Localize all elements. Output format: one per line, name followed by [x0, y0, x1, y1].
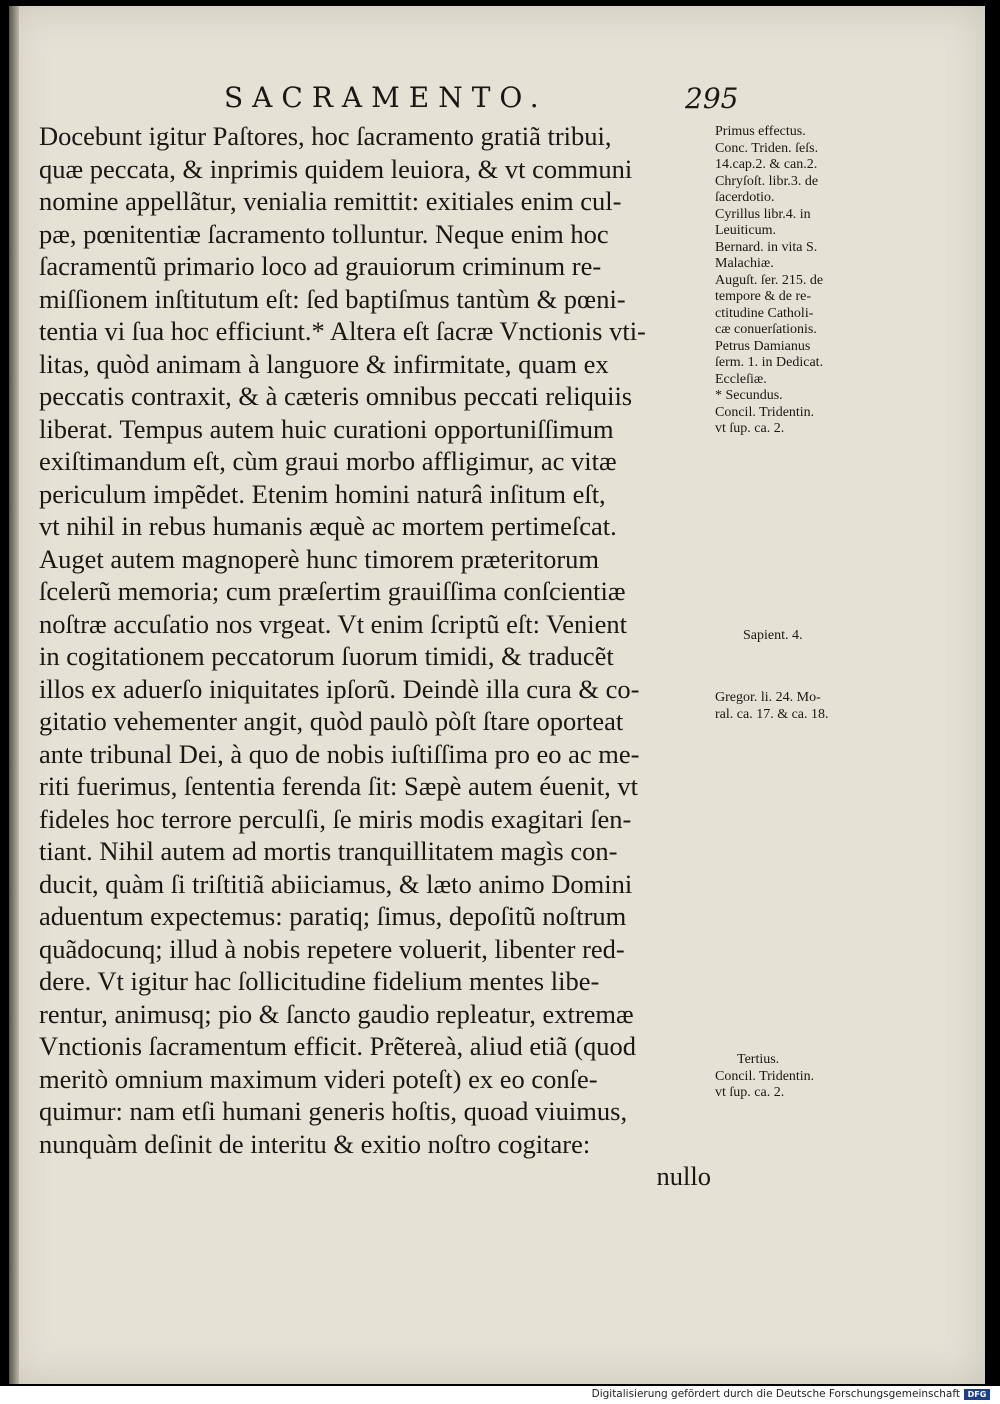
margin-note-line: Chryſoſt. libr.3. de [715, 173, 819, 189]
margin-note-line: Gregor. li. 24. Mo- [715, 690, 821, 705]
funding-credit: Digitalisierung gefördert durch die Deutsche Forschungsgemeinschaft [591, 1388, 960, 1400]
text-line: noſtræ accuſatio nos vrgeat. Vt enim ſcriptũ eſt: Venient [39, 608, 628, 639]
margin-note-sapient [743, 628, 915, 645]
text-line: quimur: nam etſi humani generis hoſtis, quoad viuimus, [39, 1096, 628, 1126]
margin-note-line: Eccleſiæ. [715, 371, 767, 387]
margin-note-line: cæ conuerſationis. [715, 322, 817, 337]
margin-note-gregor [715, 690, 887, 723]
text-line: dere. Vt igitur hac ſollicitudine fidelium mentes libe- [39, 966, 600, 996]
text-line: pæ, pœnitentiæ ſacramento tolluntur. Neque enim hoc [39, 218, 609, 249]
text-line: tentia vi ſua hoc efficiunt.* Altera eſt ſacræ Vnctionis vti- [39, 316, 646, 346]
margin-note-line: Concil. Tridentin. [715, 404, 815, 420]
text-line: miſſionem inſtitutum eſt: ſed baptiſmus tantùm & pœni- [39, 283, 626, 314]
text-line: quãdocunq; illud à nobis repetere voluerit, libenter red- [39, 933, 625, 964]
footer-bar [0, 1386, 1000, 1404]
book-page [9, 6, 985, 1384]
margin-note-line: Auguſt. ſer. 215. de [715, 272, 824, 288]
margin-note-line: Bernard. in vita S. [715, 239, 818, 255]
text-line: Vnctionis ſacramentum efficit. Prẽtereà, aliud etiã (quod [39, 1031, 637, 1061]
text-line: aduentum expectemus: paratiq; ſimus, depoſitũ noſtrum [39, 901, 627, 931]
text-line: liberat. Tempus autem huic curationi opportuniſſimum [39, 413, 614, 444]
text-line: ſcelerũ memoria; cum præſertim grauiſſima conſcientiæ [39, 576, 626, 606]
margin-note-line: 14.cap.2. & can.2. [715, 157, 818, 172]
running-head: SACRAMENTO. [224, 81, 548, 114]
text-line: nunquàm deſinit de interitu & exitio noſtro cogitare: [39, 1128, 591, 1159]
text-line: in cogitationem peccatorum ſuorum timidi, & traducẽt [39, 641, 614, 671]
text-line: nomine appellãtur, venialia remittit: exitiales enim cul- [39, 186, 622, 216]
page-number: 295 [685, 82, 739, 115]
text-line: riti fuerimus, ſententia ferenda ſit: Sæpè autem éuenit, vt [39, 771, 639, 801]
margin-note-line: Tertius. [737, 1052, 780, 1067]
text-line: ducit, quàm ſi triſtitiã abiiciamus, & læto animo Domini [39, 868, 633, 899]
margin-note-line: Primus effectus. [715, 124, 806, 139]
text-line: illos ex aduerſo iniquitates ipſorũ. Deindè illa cura & co- [39, 673, 640, 704]
text-line: meritò omnium maximum videri poteſt) ex eo conſe- [39, 1063, 598, 1094]
margin-note-line: Malachiæ. [715, 256, 774, 271]
text-line: exiſtimandum eſt, cùm graui morbo affligimur, ac vitæ [39, 446, 617, 476]
margin-note-line: vt ſup. ca. 2. [715, 421, 785, 436]
text-line: Auget autem magnoperè hunc timorem præteritorum [39, 543, 600, 574]
margin-note-tertius [715, 1052, 887, 1102]
text-line: quæ peccata, & inprimis quidem leuiora, & vt communi [39, 153, 633, 184]
text-line: vt nihil in rebus humanis æquè ac mortem pertimeſcat. [39, 511, 617, 541]
catchword: nullo [656, 1161, 711, 1191]
margin-note-line: ſacerdotio. [715, 190, 775, 205]
margin-note-line: Concil. Tridentin. [715, 1068, 815, 1084]
text-line: peccatis contraxit, & à cæteris omnibus peccati reliquiis [39, 381, 633, 411]
text-line: ante tribunal Dei, à quo de nobis iuſtiſſima pro eo ac me- [39, 738, 640, 769]
text-line: rentur, animusq; pio & ſancto gaudio repleatur, extremæ [39, 998, 634, 1029]
margin-note-line: * Secundus. [715, 388, 783, 403]
main-text-block [39, 120, 729, 1193]
text-line: litas, quòd animam à languore & infirmitate, quam ex [39, 348, 609, 379]
binding-gutter [9, 6, 19, 1384]
text-line: periculum impẽdet. Etenim homini naturâ inſitum eſt, [39, 478, 606, 509]
text-line: tiant. Nihil autem ad mortis tranquillitatem magìs con- [39, 836, 618, 866]
text-line: gitatio vehementer angit, quòd paulò pòſt ſtare oporteat [39, 706, 624, 736]
margin-note-line: ctitudine Catholi- [715, 305, 814, 321]
margin-note-line: Sapient. 4. [743, 628, 803, 643]
margin-note-line: ſerm. 1. in Dedicat. [715, 355, 824, 370]
margin-note-line: Petrus Damianus [715, 338, 811, 354]
margin-note-line: Leuiticum. [715, 223, 777, 238]
margin-note-line: ral. ca. 17. & ca. 18. [715, 706, 829, 722]
margin-note-line: tempore & de re- [715, 289, 812, 304]
text-line: fideles hoc terrore perculſi, ſe miris modis exagitari ſen- [39, 803, 632, 834]
dfg-logo: DFG [964, 1389, 990, 1400]
margin-note-primus [715, 124, 887, 438]
text-line: ſacramentũ primario loco ad grauiorum criminum re- [39, 251, 602, 281]
margin-note-line: Conc. Triden. ſeſs. [715, 140, 819, 156]
margin-note-line: vt ſup. ca. 2. [715, 1085, 785, 1100]
scan-edge [985, 0, 1000, 1404]
text-line: Docebunt igitur Paſtores, hoc ſacramento gratiã tribui, [39, 121, 612, 151]
margin-note-line: Cyrillus libr.4. in [715, 206, 811, 222]
